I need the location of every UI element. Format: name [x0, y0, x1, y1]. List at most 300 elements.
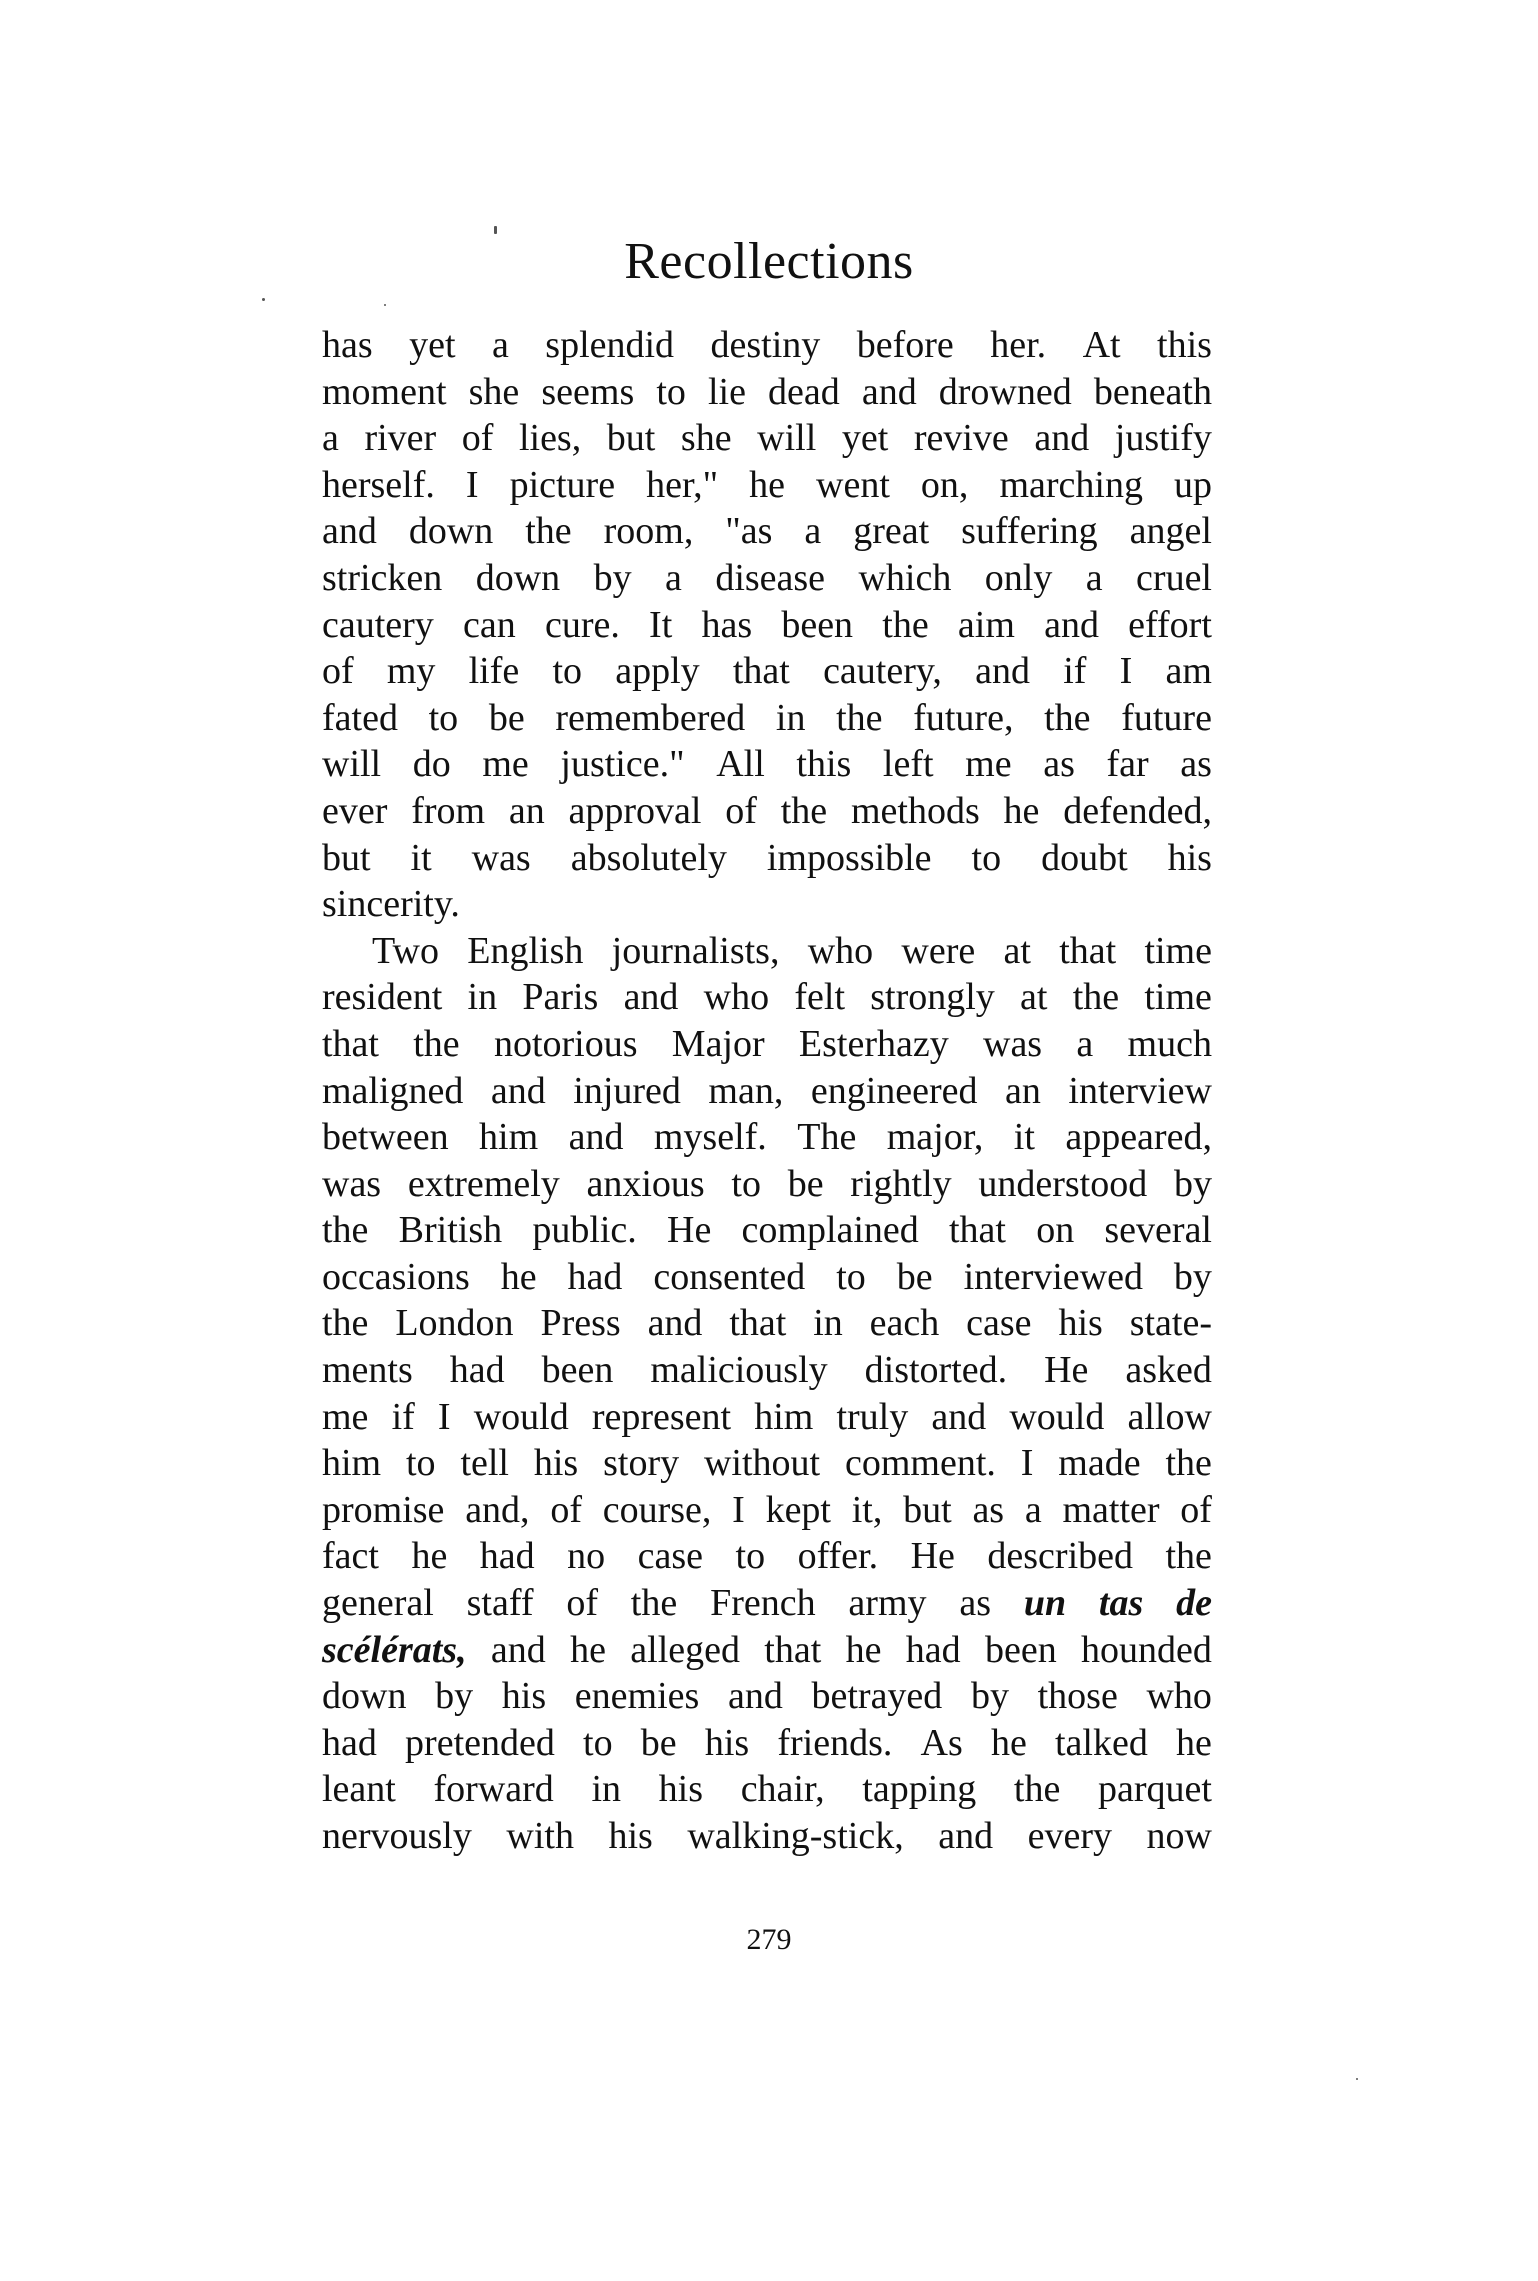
word: Major [671, 1022, 765, 1065]
word: river [364, 417, 437, 460]
word: scélérats, [322, 1628, 467, 1671]
word: he [990, 1721, 1027, 1764]
word: but [903, 1488, 952, 1531]
word: consented [653, 1255, 806, 1298]
word: who [1146, 1675, 1212, 1718]
word: if [391, 1395, 415, 1438]
word: am [1165, 650, 1212, 693]
word: far [1106, 743, 1149, 786]
word: at [1020, 976, 1048, 1019]
word: been [541, 1349, 614, 1392]
word: journalists, [611, 929, 780, 972]
text-line [322, 555, 1212, 602]
word: his [533, 1442, 579, 1485]
word: a [804, 510, 822, 553]
word: had [567, 1255, 623, 1298]
word: public. [532, 1209, 637, 1252]
word: be [640, 1721, 677, 1764]
word: nervously [322, 1815, 472, 1857]
word: I [437, 1395, 451, 1438]
word: that [949, 1209, 1006, 1252]
word: was [322, 1162, 382, 1205]
text-line [322, 835, 1212, 882]
word: and [1034, 417, 1090, 460]
scan-speck [262, 298, 265, 301]
word: complained [741, 1209, 919, 1252]
word: been [984, 1628, 1057, 1671]
word: down [322, 1675, 407, 1718]
word: All [716, 743, 765, 786]
word: extremely [407, 1162, 560, 1205]
word: his [1167, 836, 1212, 879]
word: left [882, 743, 934, 786]
word: his [501, 1675, 547, 1718]
text-line [322, 1114, 1212, 1161]
scan-speck [1356, 2078, 1358, 2080]
word: of [1180, 1488, 1212, 1531]
word: sincerity. [322, 883, 460, 926]
word: lie [707, 370, 746, 413]
word: at [1003, 929, 1031, 972]
word: the [882, 603, 929, 646]
word: felt [794, 976, 845, 1019]
word: had [322, 1721, 377, 1764]
word: revive [913, 417, 1009, 460]
word: made [1058, 1442, 1141, 1485]
word: As [920, 1721, 963, 1764]
word: marching [999, 463, 1143, 506]
word: the [413, 1022, 460, 1065]
word: cautery [322, 603, 434, 646]
word: English [467, 929, 584, 972]
text-line [322, 1673, 1212, 1720]
word: he [500, 1255, 537, 1298]
word: rightly [850, 1162, 952, 1205]
word: the [630, 1582, 678, 1625]
text-line [322, 462, 1212, 509]
word: of [461, 417, 494, 460]
word: interview [1068, 1069, 1212, 1112]
text-line [322, 928, 1212, 975]
word: represent [591, 1395, 732, 1438]
word: and [975, 650, 1030, 693]
word: a [1024, 1488, 1042, 1531]
word: parquet [1098, 1768, 1212, 1811]
word: tas [1098, 1582, 1144, 1625]
word: the [1165, 1442, 1212, 1485]
page-number: 279 [746, 1923, 792, 1956]
word: distorted. [864, 1349, 1008, 1392]
word: an [508, 789, 545, 832]
word: British [398, 1209, 503, 1252]
word: a [1076, 1022, 1094, 1065]
word: He [910, 1535, 955, 1578]
word: major, [886, 1116, 984, 1159]
word: herself. [322, 463, 435, 506]
word: my [386, 650, 436, 693]
word: fact [322, 1535, 379, 1578]
word: to [836, 1255, 866, 1298]
word: ments [322, 1349, 413, 1392]
word: his [704, 1721, 750, 1764]
word: several [1104, 1209, 1212, 1252]
word: to [428, 696, 459, 739]
word: in [467, 976, 498, 1019]
word: he [749, 463, 786, 506]
word: me [482, 743, 529, 786]
word: has [701, 603, 753, 646]
word: who [703, 976, 770, 1019]
word: destiny [710, 324, 821, 366]
word: I [1119, 650, 1133, 693]
word: fated [322, 696, 398, 739]
word: comment. [844, 1442, 996, 1485]
text-line [322, 1021, 1212, 1068]
word: I [465, 463, 479, 506]
word: I [732, 1488, 745, 1531]
word: as [959, 1582, 991, 1625]
word: angel [1129, 510, 1212, 553]
word: by [593, 556, 632, 599]
text-line [322, 1440, 1212, 1487]
word: as [1043, 743, 1075, 786]
text-line [322, 1254, 1212, 1301]
word: the [1013, 1768, 1061, 1811]
word: her," [646, 463, 719, 506]
word: to [406, 1442, 436, 1485]
word: the [322, 1302, 369, 1345]
word: every [1027, 1815, 1112, 1857]
word: if [1063, 650, 1087, 693]
word: the [836, 696, 883, 739]
word: that [322, 1022, 379, 1065]
word: now [1146, 1815, 1212, 1857]
text-line [322, 1300, 1212, 1347]
word: I [1020, 1442, 1034, 1485]
word: myself. [653, 1116, 767, 1159]
word: He [667, 1209, 712, 1252]
word: the [1044, 696, 1091, 739]
word: and [490, 1628, 546, 1671]
word: but [322, 836, 371, 879]
word: seems [541, 370, 635, 413]
word: forward [433, 1768, 554, 1811]
word: Paris [522, 976, 599, 1019]
text-line [322, 788, 1212, 835]
word: in [591, 1768, 622, 1811]
word: justice." [560, 743, 685, 786]
word: to [971, 836, 1002, 879]
word: be [488, 696, 525, 739]
word: it, [851, 1488, 883, 1531]
word: on [1036, 1209, 1075, 1252]
word: staff [466, 1582, 534, 1625]
word: he [1003, 789, 1040, 832]
word: that [1059, 929, 1117, 972]
word: and [647, 1302, 703, 1345]
word: of [322, 650, 354, 693]
word: It [649, 603, 673, 646]
text-line [322, 881, 1212, 928]
word: no [567, 1535, 606, 1578]
word: aim [957, 603, 1015, 646]
word: down [475, 556, 561, 599]
word: in [775, 696, 806, 739]
word: as [972, 1488, 1005, 1531]
text-line [322, 741, 1212, 788]
text-line [322, 1580, 1212, 1627]
word: him [754, 1395, 814, 1438]
word: the [322, 1209, 369, 1252]
word: by [435, 1675, 474, 1718]
word: he [1176, 1721, 1212, 1764]
word: and [861, 370, 917, 413]
word: case [966, 1302, 1032, 1345]
word: of [550, 1488, 582, 1531]
text-line [322, 322, 1212, 369]
word: future [1121, 696, 1212, 739]
word: matter [1062, 1488, 1160, 1531]
word: chair, [740, 1768, 825, 1811]
text-line [322, 1766, 1212, 1813]
word: offer. [797, 1535, 879, 1578]
word: pretended [405, 1721, 555, 1764]
word: had [905, 1628, 961, 1671]
word: course, [602, 1488, 712, 1531]
word: effort [1128, 603, 1212, 646]
word: apply [615, 650, 700, 693]
word: before [856, 324, 954, 366]
word: allow [1127, 1395, 1212, 1438]
word: his [658, 1768, 704, 1811]
word: strongly [870, 976, 995, 1019]
text-line [322, 1161, 1212, 1208]
word: the [780, 789, 828, 832]
text-line [322, 1487, 1212, 1534]
word: splendid [545, 324, 675, 366]
word: be [787, 1162, 824, 1205]
word: moment [322, 370, 447, 413]
word: cruel [1136, 556, 1212, 599]
text-line [322, 1207, 1212, 1254]
text-line [322, 602, 1212, 649]
word: will [757, 417, 817, 460]
word: The [797, 1116, 857, 1159]
word: and [322, 510, 377, 553]
word: impossible [766, 836, 932, 879]
word: and [727, 1675, 783, 1718]
word: without [703, 1442, 821, 1485]
word: he [845, 1628, 882, 1671]
text-line [322, 1627, 1212, 1674]
word: were [901, 929, 976, 972]
word: to [735, 1535, 766, 1578]
word: doubt [1041, 836, 1128, 879]
word: those [1037, 1675, 1118, 1718]
word: that [732, 650, 790, 693]
word: absolutely [570, 836, 727, 879]
word: London [395, 1302, 514, 1345]
word: lies, [518, 417, 582, 460]
word: de [1176, 1582, 1212, 1625]
word: yet [409, 324, 456, 366]
word: walking-stick, [687, 1815, 904, 1857]
word: the [1072, 976, 1120, 1019]
word: by [1173, 1162, 1212, 1205]
word: and [490, 1069, 546, 1112]
word: him [322, 1442, 382, 1485]
word: anxious [586, 1162, 705, 1205]
word: stricken [322, 556, 443, 599]
word: in [813, 1302, 843, 1345]
word: him [479, 1116, 539, 1159]
text-line [322, 1068, 1212, 1115]
word: a [665, 556, 682, 599]
word: asked [1125, 1349, 1212, 1392]
word: up [1173, 463, 1212, 506]
word: injured [573, 1069, 681, 1112]
word: his [608, 1815, 653, 1857]
word: case [637, 1535, 704, 1578]
word: room, [603, 510, 694, 553]
word: she [468, 370, 520, 413]
word: by [1173, 1255, 1212, 1298]
word: state- [1129, 1302, 1212, 1345]
word: that [764, 1628, 822, 1671]
text-line [322, 1394, 1212, 1441]
word: be [896, 1255, 933, 1298]
word: and [568, 1116, 624, 1159]
scan-speck [384, 304, 386, 306]
text-line [322, 974, 1212, 1021]
word: great [853, 510, 930, 553]
word: me [322, 1395, 369, 1438]
word: and [1044, 603, 1099, 646]
word: would [1009, 1395, 1105, 1438]
word: He [1044, 1349, 1089, 1392]
word: of [725, 789, 757, 832]
word: the [525, 510, 572, 553]
word: by [970, 1675, 1009, 1718]
word: this [796, 743, 852, 786]
word: Press [540, 1302, 621, 1345]
word: went [816, 463, 890, 506]
word: to [656, 370, 686, 413]
word: and, [465, 1488, 530, 1531]
word: do [412, 743, 451, 786]
running-head: Recollections [624, 233, 914, 290]
word: was [983, 1022, 1043, 1065]
word: promise [322, 1488, 445, 1531]
text-line [322, 1813, 1212, 1860]
word: this [1157, 324, 1212, 366]
word: of [566, 1582, 598, 1625]
text-line [322, 648, 1212, 695]
word: ever [322, 789, 388, 832]
word: he [411, 1535, 448, 1578]
word: he [570, 1628, 606, 1671]
word: been [781, 603, 854, 646]
word: future, [913, 696, 1014, 739]
word: her. [990, 324, 1047, 366]
text-line [322, 415, 1212, 462]
word: much [1127, 1022, 1212, 1065]
word: appeared, [1065, 1116, 1212, 1159]
word: cure. [544, 603, 620, 646]
word: it [1013, 1116, 1035, 1159]
word: defended, [1063, 789, 1212, 832]
text-line [322, 369, 1212, 416]
word: understood [978, 1162, 1148, 1205]
word: leant [322, 1768, 396, 1811]
word: between [322, 1116, 449, 1159]
word: will [322, 743, 382, 786]
text-line [322, 1533, 1212, 1580]
word: drowned [938, 370, 1072, 413]
word: engineered [810, 1069, 978, 1112]
word: a [322, 417, 339, 460]
word: notorious [493, 1022, 638, 1065]
word: resident [322, 976, 443, 1019]
word: and [623, 976, 679, 1019]
word: an [1005, 1069, 1041, 1112]
text-line [322, 695, 1212, 742]
word: un [1023, 1582, 1067, 1625]
word: disease [715, 556, 826, 599]
word: had [449, 1349, 505, 1392]
word: army [848, 1582, 927, 1625]
word: At [1082, 324, 1121, 366]
word: was [471, 836, 531, 879]
word: with [506, 1815, 574, 1857]
word: beneath [1093, 370, 1212, 413]
word: general [322, 1582, 434, 1625]
word: has [322, 324, 373, 366]
word: picture [509, 463, 616, 506]
word: to [552, 650, 583, 693]
word: which [858, 556, 952, 599]
word: from [411, 789, 486, 832]
word: his [1058, 1302, 1103, 1345]
scan-speck [494, 226, 497, 234]
word: and [938, 1815, 994, 1857]
word: maligned [322, 1069, 464, 1112]
word: to [583, 1721, 613, 1764]
word: interviewed [963, 1255, 1143, 1298]
word: tell [460, 1442, 509, 1485]
word: remembered [555, 696, 746, 739]
word: Two [372, 929, 440, 972]
word: dead [768, 370, 840, 413]
word: story [603, 1442, 680, 1485]
word: who [807, 929, 874, 972]
word: that [729, 1302, 787, 1345]
word: on, [920, 463, 969, 506]
word: maliciously [650, 1349, 828, 1392]
word: tapping [862, 1768, 977, 1811]
word: alleged [630, 1628, 740, 1671]
word: only [984, 556, 1053, 599]
word: yet [841, 417, 889, 460]
word: a [1085, 556, 1103, 599]
word: described [987, 1535, 1133, 1578]
word: occasions [322, 1255, 470, 1298]
word: cautery, [823, 650, 942, 693]
word: "as [725, 510, 773, 553]
word: enemies [574, 1675, 700, 1718]
word: justify [1114, 417, 1212, 460]
text-line [322, 508, 1212, 555]
